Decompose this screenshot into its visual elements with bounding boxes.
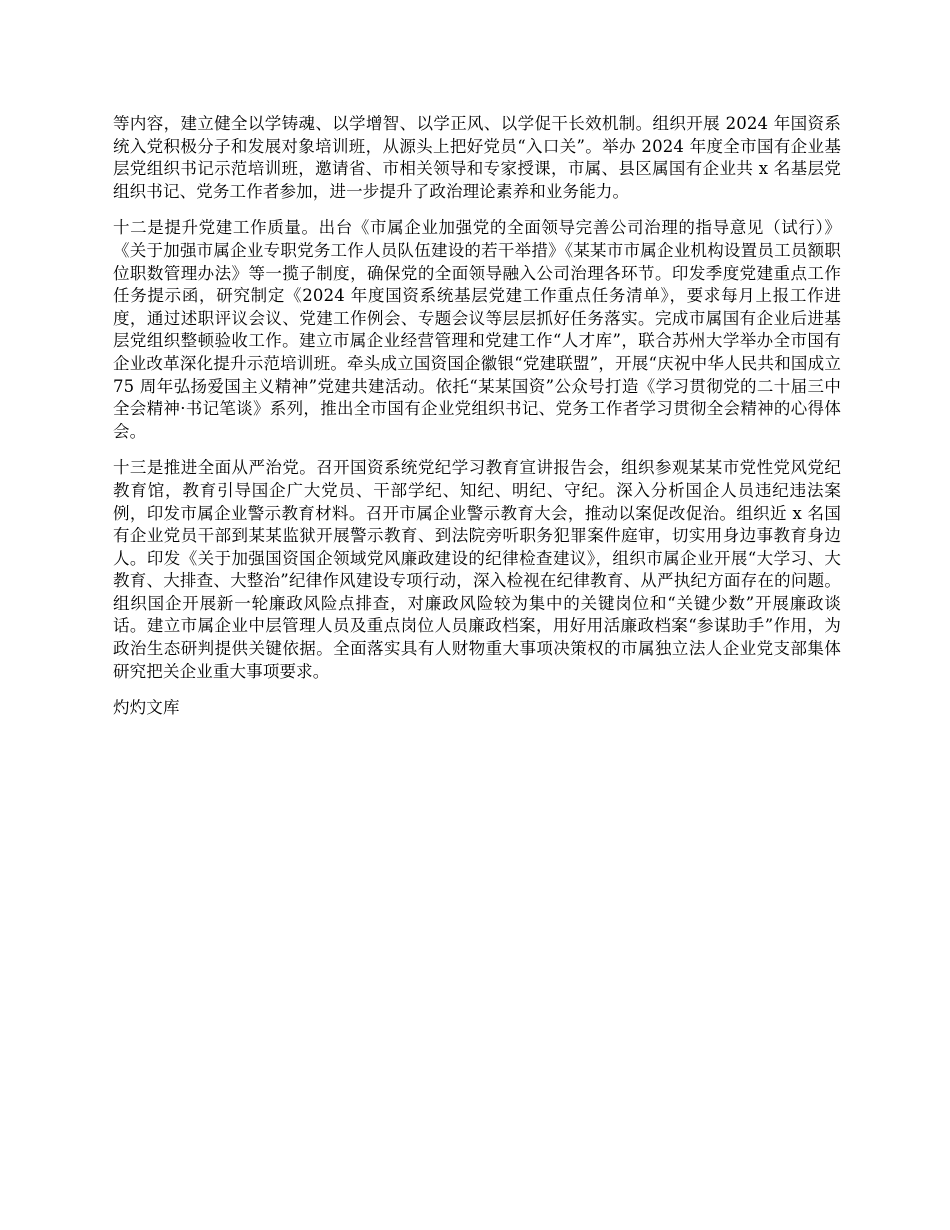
source-footer: 灼灼文库 [113, 698, 180, 718]
paragraph-strict-governance: 十三是推进全面从严治党。召开国资系统党纪学习教育宣讲报告会，组织参观某某市党性党风党纪教育馆，教育引导国企广大党员、干部学纪、知纪、明纪、守纪。深入分析国企人员违纪违法案例，印发市属企业警示教育材料。召开市属企业警示教育大会，推动以案促改促治。组织近 x 名国有企业党员干部到某某监狱开展警示教育、到法院旁听职务犯罪案件庭审，切实用身边事教育身边人。印发《关于加强国资国企领域党风廉政建设的纪律检查建议》，组织市属企业开展“大学习、大教育、大排查、大整治”纪律作风建设专项行动，深入检视在纪律教育、从严执纪方面存在的问题。组织国企开展新一轮廉政风险点排查，对廉政风险较为集中的关键岗位和“关键少数”开展廉政谈话。建立市属企业中层管理人员及重点岗位人员廉政档案，用好用活廉政档案“参谋助手”作用，为政治生态研判提供关键依据。全面落实具有人财物重大事项决策权的市属独立法人企业党支部集体研究把关企业重大事项要求。 [113, 458, 841, 681]
document-page [113, 113, 841, 720]
paragraph-party-building-quality: 十二是提升党建工作质量。出台《市属企业加强党的全面领导完善公司治理的指导意见（试行）》《关于加强市属企业专职党务工作人员队伍建设的若干举措》《某某市市属企业机构设置员工员额职位职数管理办法》等一揽子制度，确保党的全面领导融入公司治理各环节。印发季度党建重点工作任务提示函，研究制定《2024 年度国资系统基层党建工作重点任务清单》，要求每月上报工作进度，通过述职评议会议、党建工作例会、专题会议等层层抓好任务落实。完成市属国有企业后进基层党组织整顿验收工作。建立市属企业经营管理和党建工作“人才库”，联合苏州大学举办全市国有企业改革深化提升示范培训班。牵头成立国资国企徽银“党建联盟”，开展“庆祝中华人民共和国成立 75 周年弘扬爱国主义精神”党建共建活动。依托“某某国资”公众号打造《学习贯彻党的二十届三中全会精神·书记笔谈》系列，推出全市国有企业党组织书记、党务工作者学习贯彻全会精神的心得体会。 [113, 218, 841, 441]
paragraph-training: 等内容，建立健全以学铸魂、以学增智、以学正风、以学促干长效机制。组织开展 2024 年国资系统入党积极分子和发展对象培训班，从源头上把好党员“入口关”。举办 2024 年度全市国有企业基层党组织书记示范培训班，邀请省、市相关领导和专家授课，市属、县区属国有企业共 x 名基层党组织书记、党务工作者参加，进一步提升了政治理论素养和业务能力。 [113, 114, 841, 201]
